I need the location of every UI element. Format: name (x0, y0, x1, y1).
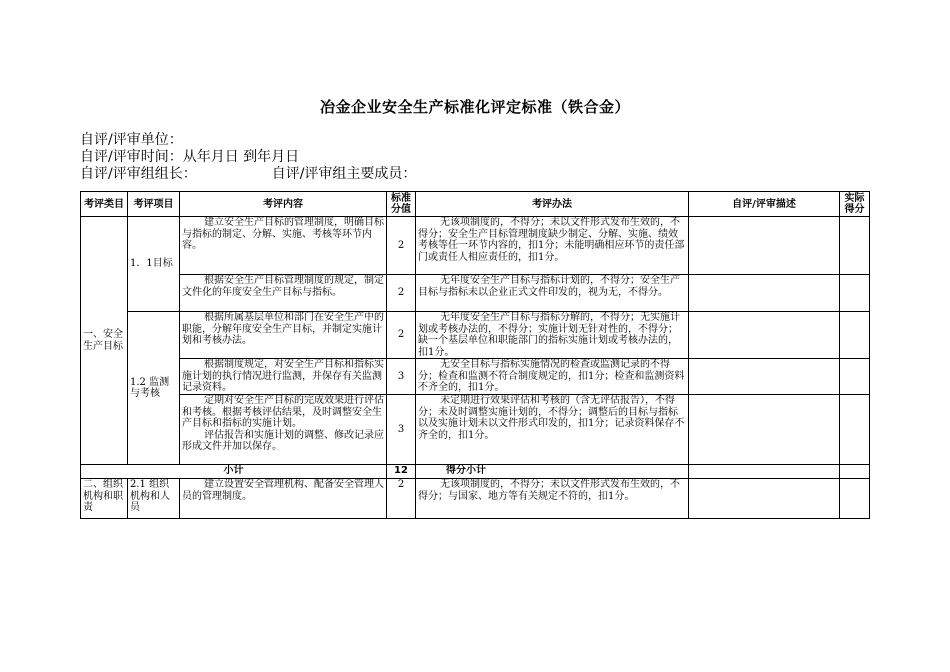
category-cell: 一、安全生产目标 (81, 217, 128, 465)
method-cell: 无该项制度的，不得分；未以文件形式发布生效的，不得分；安全生产目标管理制度缺少制定、分解、实施、绩效考核等任一环节内容的，扣1分；未能明确相应环节的责任部门或责任人相应责任的，扣1分。 (416, 217, 689, 275)
content-cell: 根据所属基层单位和部门在安全生产中的职能，分解年度安全生产目标，并制定实施计划和考核办法。 (180, 312, 387, 359)
score-cell: 2 (387, 275, 416, 312)
score-cell: 2 (387, 217, 416, 275)
table-row (81, 275, 870, 312)
desc-cell[interactable] (689, 275, 840, 312)
content-cell: 根据安全生产目标管理制度的规定，制定文件化的年度安全生产目标与指标。 (180, 275, 387, 312)
desc-cell[interactable] (689, 395, 840, 465)
header-method: 考评办法 (416, 192, 689, 217)
header-score: 标准分值 (387, 192, 416, 217)
evaluation-table (80, 191, 870, 519)
header-category: 考评类目 (81, 192, 128, 217)
item-cell: 1.2 监测与考核 (128, 312, 180, 465)
item-cell: 2.1 组织机构和人员 (128, 479, 180, 519)
content-cell: 建立安全生产目标的管理制度，明确目标与指标的制定、分解、实施、考核等环节内容。 (180, 217, 387, 275)
table-row (81, 217, 870, 275)
content-paragraph: 定期对安全生产目标的完成效果进行评估和考核。根据考核评估结果，及时调整安全生产目标和指标的实施计划。 (182, 395, 384, 429)
desc-cell[interactable] (689, 479, 840, 519)
table-row (81, 359, 870, 395)
subtotal-score-label: 得分小计 (416, 465, 689, 479)
content-cell: 建立设置安全管理机构、配备安全管理人员的管理制度。 (180, 479, 387, 519)
category-cell: 二、组织机构和职责 (81, 479, 128, 519)
actual-score-cell[interactable] (840, 395, 870, 465)
score-cell: 2 (387, 312, 416, 359)
actual-score-cell[interactable] (840, 217, 870, 275)
table-row (81, 479, 870, 519)
meta-leader-line (80, 166, 416, 182)
actual-score-cell[interactable] (840, 275, 870, 312)
subtotal-score: 12 (387, 465, 416, 479)
method-cell: 无年度安全生产目标与指标分解的，不得分；无实施计划或考核办法的，不得分；实施计划无针对性的，不得分；缺一个基层单位和职能部门的指标实施计划或考核办法的，扣1分。 (416, 312, 689, 359)
desc-cell[interactable] (689, 359, 840, 395)
subtotal-label: 小计 (81, 465, 387, 479)
header-desc: 自评/评审描述 (689, 192, 840, 217)
table-row (81, 312, 870, 359)
actual-score-cell[interactable] (840, 479, 870, 519)
method-cell: 未定期进行效果评估和考核的（含无评估报告），不得分；未及时调整实施计划的，不得分；调整后的目标与指标以及实施计划未以文件形式印发的，扣1分；记录资料保存不齐全的，扣1分。 (416, 395, 689, 465)
subtotal-row (81, 465, 870, 479)
desc-cell[interactable] (689, 465, 840, 479)
method-cell: 无安全目标与指标实施情况的检查或监测记录的不得分；检查和监测不符合制度规定的，扣1分；检查和监测资料不齐全的，扣1分。 (416, 359, 689, 395)
actual-score-cell[interactable] (840, 465, 870, 479)
actual-score-cell[interactable] (840, 359, 870, 395)
score-cell: 3 (387, 359, 416, 395)
content-cell (180, 395, 387, 465)
item-cell: 1．1目标 (128, 217, 180, 312)
content-cell: 根据制度规定，对安全生产目标和指标实施计划的执行情况进行监测，并保存有关监测记录资料。 (180, 359, 387, 395)
score-cell: 3 (387, 395, 416, 465)
meta-members: 自评/评审组主要成员： (271, 166, 417, 182)
header-actual: 实际得分 (840, 192, 870, 217)
content-paragraph: 评估报告和实施计划的调整、修改记录应形成文件并加以保存。 (182, 429, 384, 452)
meta-time: 自评/评审时间：从年月日 到年月日 (80, 149, 300, 165)
desc-cell[interactable] (689, 312, 840, 359)
header-content: 考评内容 (180, 192, 387, 217)
score-cell: 2 (387, 479, 416, 519)
document-title: 冶金企业安全生产标准化评定标准（铁合金） (319, 98, 630, 116)
method-cell: 无该项制度的，不得分；未以文件形式发布生效的，不得分；与国家、地方等有关规定不符的，扣1分。 (416, 479, 689, 519)
header-item: 考评项目 (128, 192, 180, 217)
method-cell: 无年度安全生产目标与指标计划的，不得分；安全生产目标与指标未以企业正式文件印发的，视为无，不得分。 (416, 275, 689, 312)
desc-cell[interactable] (689, 217, 840, 275)
meta-leader: 自评/评审组组长： (80, 166, 197, 182)
table-header-row (81, 192, 870, 217)
meta-unit: 自评/评审单位： (80, 132, 183, 148)
actual-score-cell[interactable] (840, 312, 870, 359)
table-row (81, 395, 870, 465)
